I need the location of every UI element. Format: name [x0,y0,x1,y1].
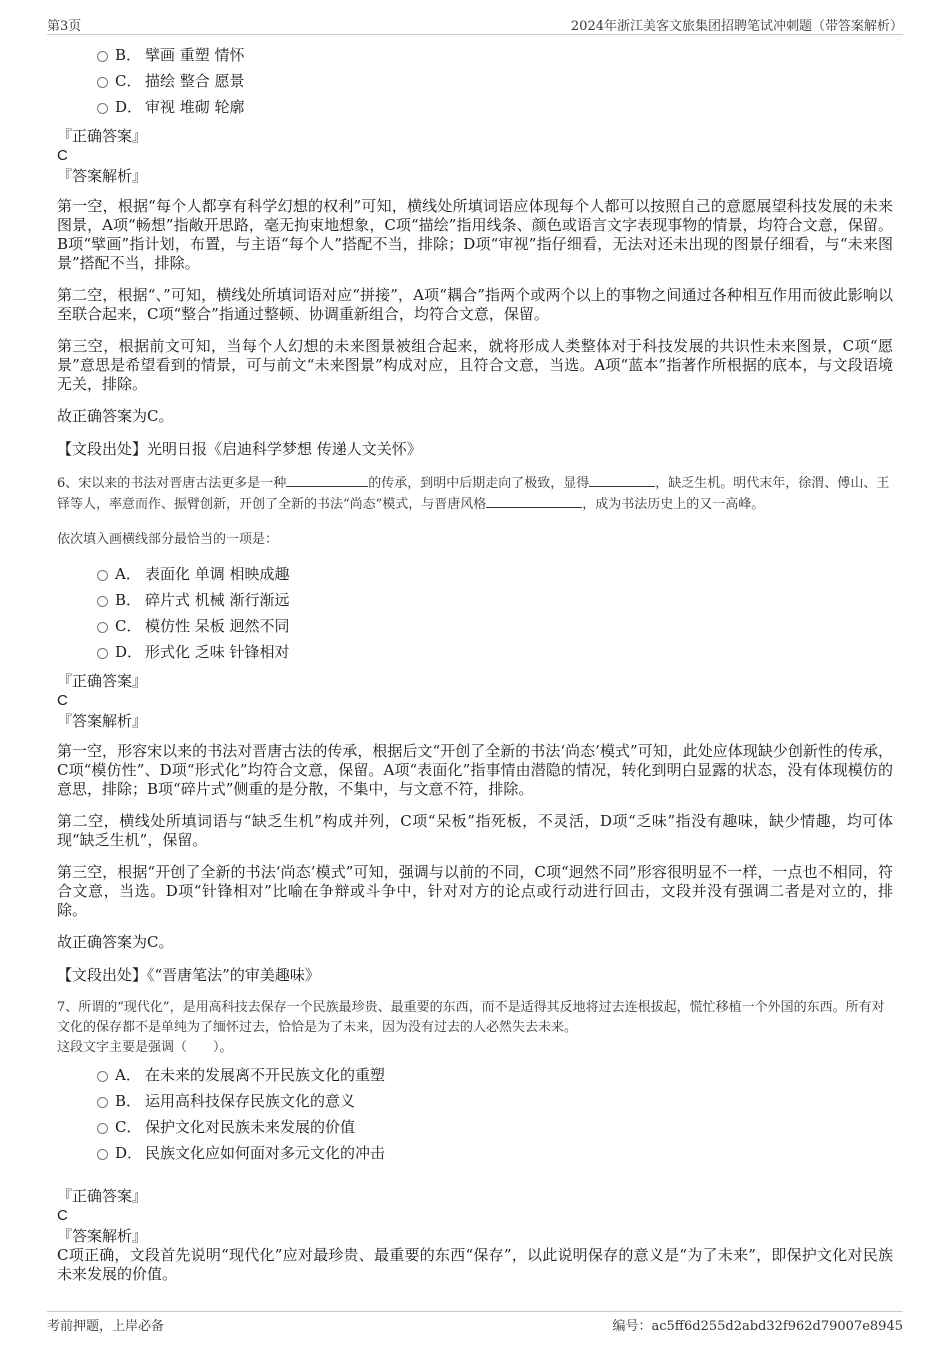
analysis-conclusion: 故正确答案为C。 [57,407,174,425]
q6-option-a[interactable]: A． 表面化 单调 相映成趣 [57,561,893,587]
q7-option-d[interactable]: D． 民族文化应如何面对多元文化的冲击 [57,1140,893,1166]
source-citation: 【文段出处】光明日报《启迪科学梦想 传递人文关怀》 [57,440,422,458]
blank-line [286,474,368,487]
analysis-paragraph: 第三空，根据前文可知，当每个人幻想的未来图景被组合起来，就将形成人类整体对于科技发展的共识性未来图景，C项“愿景”意思是希望看到的情景，可与前文“未来图景”构成对应，且符合文意，当选。A项“蓝本”指著作所根据的底本，与文段语境无关，排除。 [57,337,893,393]
radio-icon[interactable] [97,77,108,88]
document-title: 2024年浙江美客文旅集团招聘笔试冲刺题（带答案解析） [570,19,903,34]
source-citation: 【文段出处】《“晋唐笔法”的审美趣味》 [57,966,320,984]
q6-option-b[interactable]: B． 碎片式 机械 渐行渐远 [57,587,893,613]
q5-option-c[interactable]: C． 描绘 整合 愿景 [57,68,893,94]
analysis-paragraph: 第二空，根据“、”可知，横线处所填词语对应“拼接”，A项“耦合”指两个或两个以上的事物之间通过各种相互作用而彼此影响以至联合起来，C项“整合”指通过整顿、协调重新组合，均符合文意，保留。 [57,286,893,323]
blank-line [486,495,582,508]
q5-option-d[interactable]: D． 审视 堆砌 轮廓 [57,94,893,120]
q6-option-c[interactable]: C． 模仿性 呆板 迥然不同 [57,613,893,639]
q7-options [57,1062,893,1166]
correct-answer: C [57,692,68,709]
q5-options [57,42,893,120]
radio-icon[interactable] [97,596,108,607]
q7-prompt: 这段文字主要是强调（ ）。 [57,1040,233,1055]
radio-icon[interactable] [97,51,108,62]
document-id: 编号：ac5ff6d255d2abd32f962d79007e8945 [612,1319,903,1334]
radio-icon[interactable] [97,1071,108,1082]
analysis-label: 『答案解析』 [57,1227,148,1245]
correct-answer: C [57,1207,68,1224]
q7-stem: 7、所谓的“现代化”，是用高科技去保存一个民族最珍贵、最重要的东西，而不是适得其反地将过去连根拔起，慌忙移植一个外国的东西。所有对文化的保存都不是单纯为了缅怀过去，恰恰是为了未来，因为没有过去的人必然失去未来。 [57,1000,885,1035]
q7-option-a[interactable]: A． 在未来的发展离不开民族文化的重塑 [57,1062,893,1088]
q7-option-b[interactable]: B． 运用高科技保存民族文化的意义 [57,1088,893,1114]
q5-option-b[interactable]: B． 擘画 重塑 情怀 [57,42,893,68]
radio-icon[interactable] [97,103,108,114]
answer-label: 『正确答案』 [57,127,148,145]
q6-stem: 6、宋以来的书法对晋唐古法更多是一种 的传承，到明中后期走向了极致，显得 ，缺乏生机。明代末年，徐渭、傅山、王铎等人，率意而作、振臂创新，开创了全新的书法“尚态”模式，与晋唐风格 ，成为书法历史上的又一高峰。 [57,476,890,512]
q6-option-d[interactable]: D． 形式化 乏味 针锋相对 [57,639,893,665]
page-number: 第3页 [47,19,82,34]
analysis-paragraph: 第一空，根据“每个人都享有科学幻想的权利”可知，横线处所填词语应体现每个人都可以按照自己的意愿展望科技发展的未来图景，A项“畅想”指敞开思路，毫无拘束地想象，C项“描绘”指用线条、颜色或语言文字表现事物的情景，均符合文意，保留。B项“擘画”指计划，布置，与主语“每个人”搭配不当，排除；D项“审视”指仔细看，无法对还未出现的图景仔细看，与“未来图景”搭配不当，排除。 [57,197,893,272]
analysis-label: 『答案解析』 [57,167,148,185]
q7-option-c[interactable]: C． 保护文化对民族未来发展的价值 [57,1114,893,1140]
analysis-paragraph: 第三空，根据“开创了全新的书法‘尚态’模式”可知，强调与以前的不同，C项“迥然不同”形容很明显不一样，一点也不相同，符合文意，当选。D项“针锋相对”比喻在争辩或斗争中，针对对方的论点或行动进行回击，文段并没有强调二者是对立的，排除。 [57,863,893,919]
radio-icon[interactable] [97,570,108,581]
radio-icon[interactable] [97,1149,108,1160]
analysis-paragraph: C项正确，文段首先说明“现代化”应对最珍贵、最重要的东西“保存”，以此说明保存的意义是“为了未来”，即保护文化对民族未来发展的价值。 [57,1246,893,1283]
analysis-conclusion: 故正确答案为C。 [57,933,174,951]
answer-label: 『正确答案』 [57,672,148,690]
q6-options [57,561,893,665]
radio-icon[interactable] [97,622,108,633]
page-header [47,12,903,35]
blank-line [589,474,655,487]
answer-label: 『正确答案』 [57,1187,148,1205]
footer-slogan: 考前押题，上岸必备 [47,1319,165,1334]
page-content [57,42,893,1284]
radio-icon[interactable] [97,1097,108,1108]
page-footer [47,1311,903,1336]
correct-answer: C [57,147,68,164]
radio-icon[interactable] [97,648,108,659]
radio-icon[interactable] [97,1123,108,1134]
analysis-label: 『答案解析』 [57,712,148,730]
analysis-paragraph: 第二空，横线处所填词语与“缺乏生机”构成并列，C项“呆板”指死板，不灵活，D项“乏味”指没有趣味，缺少情趣，均可体现“缺乏生机”，保留。 [57,812,893,849]
q6-prompt: 依次填入画横线部分最恰当的一项是： [57,532,279,547]
analysis-paragraph: 第一空，形容宋以来的书法对晋唐古法的传承，根据后文“开创了全新的书法‘尚态’模式”可知，此处应体现缺少创新性的传承，C项“模仿性”、D项“形式化”均符合文意，保留。A项“表面化”指事情由潜隐的情况，转化到明白显露的状态，没有体现模仿的意思，排除；B项“碎片式”侧重的是分散，不集中，与文意不符，排除。 [57,742,893,798]
